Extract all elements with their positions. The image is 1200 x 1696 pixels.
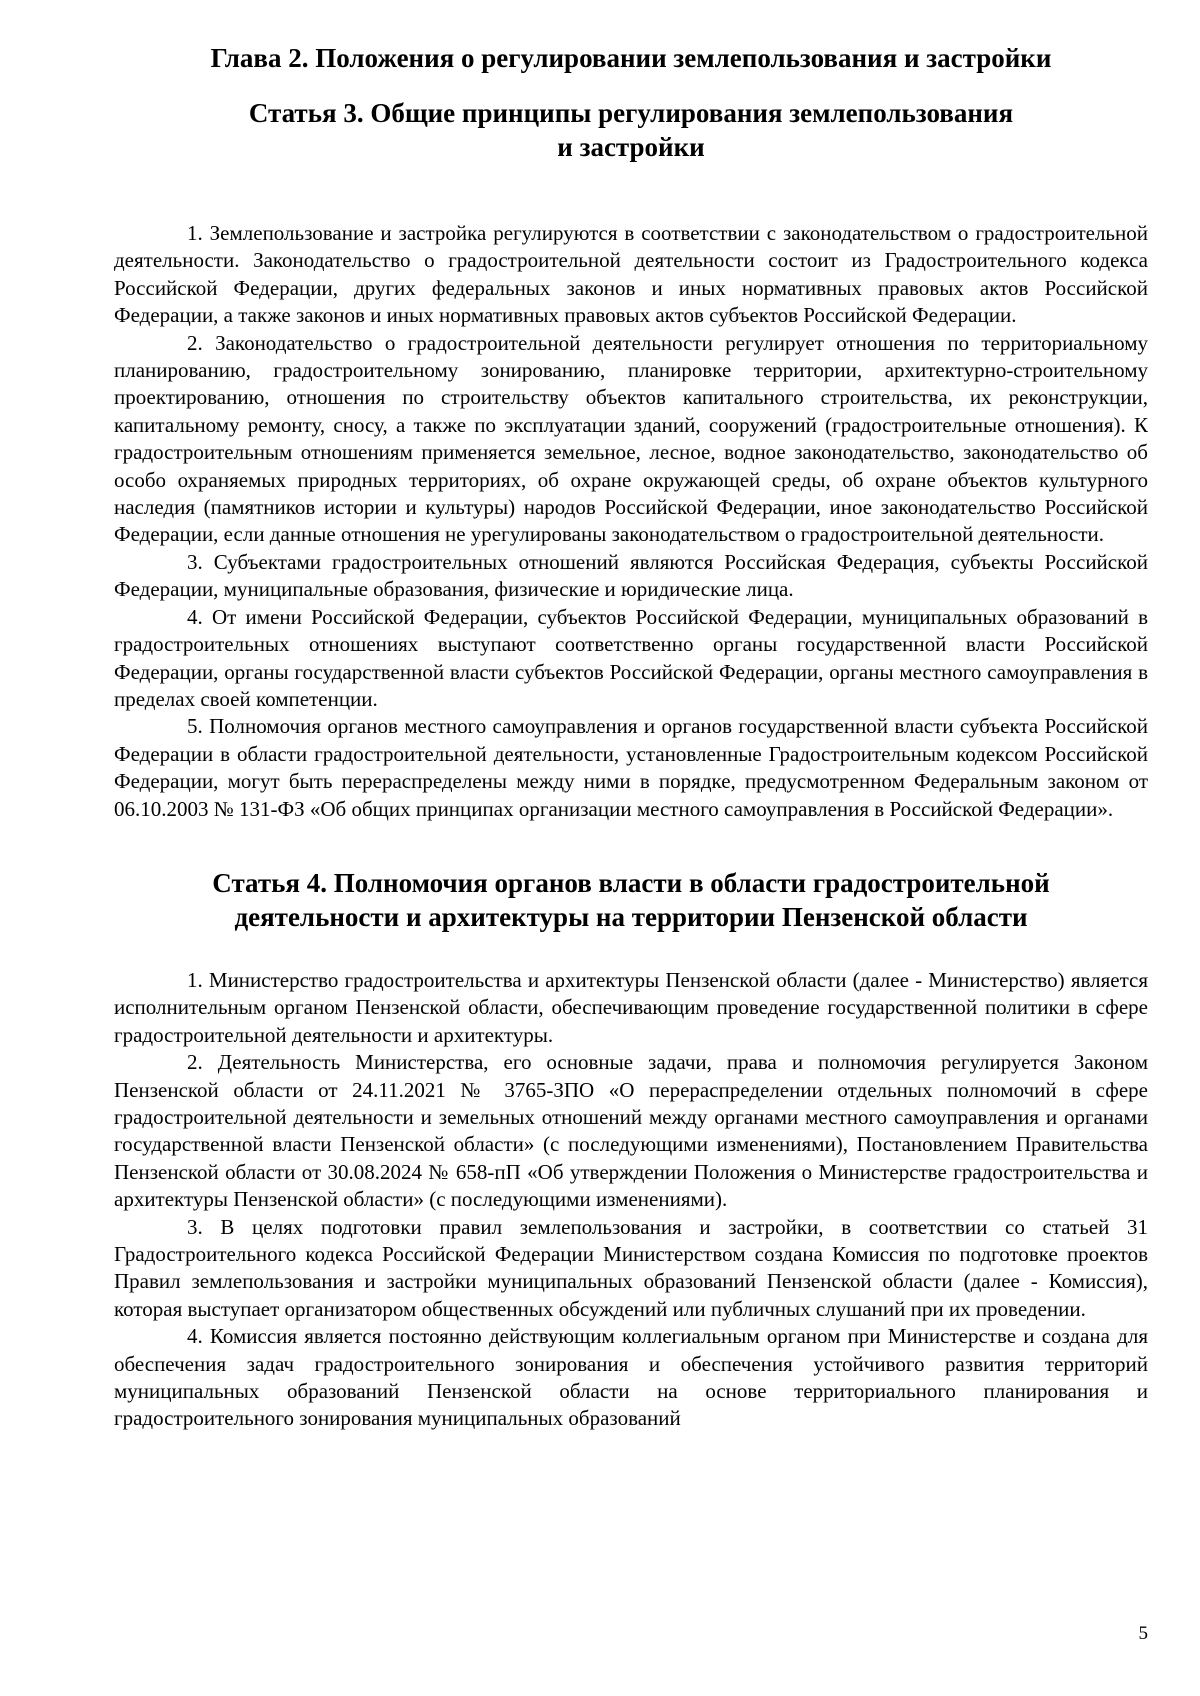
- article-4-paragraph-2: 2. Деятельность Министерства, его основные задачи, права и полномочия регулируется Законом Пензенской области от 24.11.2021 № 3765-ЗПО «О перераспределении отдельных полномочий в сфере градостроительной деятельности и земельных отношений между органами местного самоуправления и органами государственной власти Пензенской области» (с последующими изменениями), Постановлением Правительства Пензенской области от 30.08.2024 № 658-пП «Об утверждении Положения о Министерстве градостроительства и архитектуры Пензенской области» (с последующими изменениями).: [114, 1050, 1148, 1212]
- article-3-title: [114, 96, 1148, 164]
- article-4-paragraph-3: 3. В целях подготовки правил землепользования и застройки, в соответствии со статьей 31 Градостроительного кодекса Российской Федерации Министерством создана Комиссия по подготовке проектов Правил землепользования и застройки муниципальных образований Пензенской области (далее - Комиссия), которая выступает организатором общественных обсуждений или публичных слушаний при их проведении.: [114, 1214, 1148, 1321]
- document-page: [114, 40, 1148, 1433]
- chapter-title: Глава 2. Положения о регулировании землепользования и застройки: [210, 43, 1052, 73]
- article-4-body: [114, 967, 1148, 1433]
- article-3-body: [114, 220, 1148, 823]
- article-3-title-line-2: и застройки: [557, 132, 705, 162]
- article-3-title-line-1: Статья 3. Общие принципы регулирования землепользования: [248, 98, 1014, 128]
- article-3-paragraph-3: 3. Субъектами градостроительных отношений являются Российская Федерация, субъекты Российской Федерации, муниципальные образования, физические и юридические лица.: [114, 549, 1148, 602]
- article-3: [114, 96, 1148, 823]
- article-3-paragraph-1: 1. Землепользование и застройка регулируются в соответствии с законодательством о градостроительной деятельности. Законодательство о градостроительной деятельности состоит из Градостроительного кодекса Российской Федерации, других федеральных законов и иных нормативных правовых актов Российской Федерации, а также законов и иных нормативных правовых актов субъектов Российской Федерации.: [114, 221, 1148, 328]
- article-4-title-line-1: Статья 4. Полномочия органов власти в области градостроительной: [212, 867, 1050, 898]
- article-3-paragraph-4: 4. От имени Российской Федерации, субъектов Российской Федерации, муниципальных образований в градостроительных отношениях выступают соответственно органы государственной власти Российской Федерации, органы государственной власти субъектов Российской Федерации, органы местного самоуправления в пределах своей компетенции.: [114, 604, 1148, 711]
- article-4-title-line-2: деятельности и архитектуры на территории Пензенской области: [234, 901, 1028, 932]
- article-4-paragraph-4: 4. Комиссия является постоянно действующим коллегиальным органом при Министерстве и создана для обеспечения задач градостроительного зонирования и обеспечения устойчивого развития территорий муниципальных образований Пензенской области на основе территориального планирования и градостроительного зонирования муниципальных образований: [114, 1324, 1148, 1431]
- article-4: [114, 866, 1148, 1433]
- article-3-paragraph-5: 5. Полномочия органов местного самоуправления и органов государственной власти субъекта Российской Федерации в области градостроительной деятельности, установленные Градостроительным кодексом Российской Федерации, могут быть перераспределены между ними в порядке, предусмотренном Федеральным законом от 06.10.2003 № 131-ФЗ «Об общих принципах организации местного самоуправления в Российской Федерации».: [114, 714, 1148, 821]
- article-4-title: [114, 866, 1148, 934]
- article-3-paragraph-2: 2. Законодательство о градостроительной деятельности регулирует отношения по территориальному планированию, градостроительному зонированию, планировке территории, архитектурно-строительному проектированию, отношения по строительству объектов капитального строительства, их реконструкции, капитальному ремонту, сносу, а также по эксплуатации зданий, сооружений (градостроительные отношения). К градостроительным отношениям применяется земельное, лесное, водное законодательство, законодательство об особо охраняемых природных территориях, об охране окружающей среды, об охране объектов культурного наследия (памятников истории и культуры) народов Российской Федерации, иное законодательство Российской Федерации, если данные отношения не урегулированы законодательством о градостроительной деятельности.: [114, 330, 1148, 547]
- article-4-paragraph-1: 1. Министерство градостроительства и архитектуры Пензенской области (далее - Министерство) является исполнительным органом Пензенской области, обеспечивающим проведение государственной политики в сфере градостроительной деятельности и архитектуры.: [114, 967, 1148, 1047]
- page-number: 5: [1138, 1623, 1148, 1644]
